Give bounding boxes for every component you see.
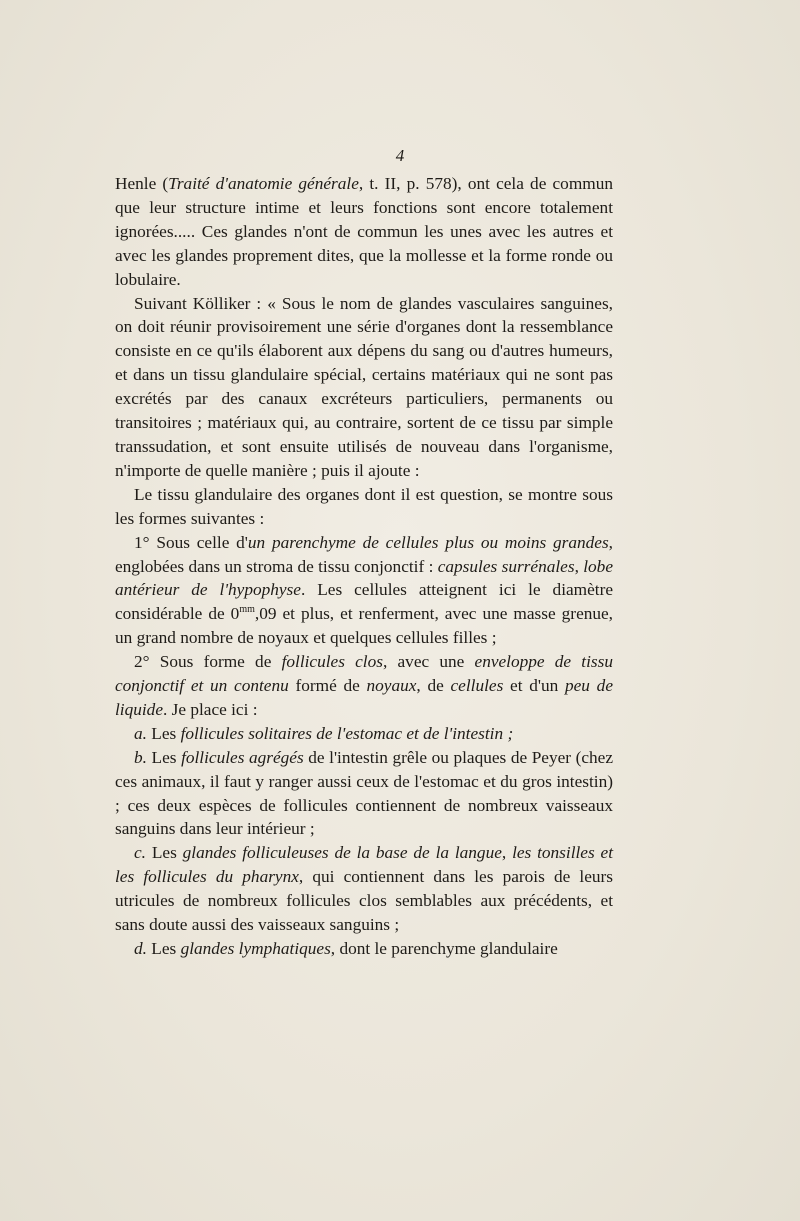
italic-text: peu de liquide: [115, 676, 613, 719]
text-run: . Je place ici :: [163, 699, 258, 719]
italic-text: les tonsilles et les follicules du pharynx: [115, 843, 614, 887]
italic-text: glandes folliculeuses de la base de la langue: [182, 843, 502, 863]
italic-text: noyaux: [366, 676, 417, 696]
text-run: Les: [146, 747, 182, 767]
text-run: , dont le parenchyme glandulaire: [330, 939, 558, 958]
text-run: Henle (: [115, 174, 169, 193]
text-run: , avec une: [382, 652, 475, 672]
text-run: de l'intestin grêle ou plaques de Peyer (chez ces animaux, il faut y ranger aussi ceux de l'estomac et du gros intestin) ; ces deux espèces de follicules contiennent de nombreux vaisseaux sanguins dans leur intérieur ;: [115, 747, 614, 839]
italic-text: enveloppe de tissu conjonctif et un contenu: [115, 652, 613, 696]
paragraph: [115, 531, 613, 651]
paragraph: [115, 722, 613, 746]
text-run: ,09 et plus, et renferment, avec une masse grenue, un grand nombre de noyaux et quelques cellules filles ;: [115, 604, 614, 648]
paragraph: [115, 937, 613, 961]
superscript-text: mm: [239, 604, 255, 616]
text-run: , t. II, p. 578), ont cela de commun que leur structure intime et leurs fonctions sont encore totalement ignorées..... Ces glandes n'ont de commun les unes avec les autres et avec les glandes proprement dites, que la mollesse et la forme ronde ou lobulaire.: [115, 174, 613, 289]
text-run: Les: [146, 723, 181, 743]
text-run: 2° Sous forme de: [134, 652, 282, 672]
paragraph: [115, 483, 613, 531]
italic-text: a.: [134, 723, 147, 743]
paragraph: [115, 172, 613, 292]
paragraph: [115, 650, 613, 722]
text-run: ,: [574, 556, 584, 576]
text-run: et d'un: [503, 676, 565, 696]
text-run: , de: [416, 676, 451, 696]
text-run: Suivant Kölliker : « Sous le nom de glandes vasculaires sanguines, on doit réunir provisoirement une série d'organes dont la ressemblance consiste en ce qu'ils élaborent aux dépens du sang ou d'autres humeurs, et dans un tissu glandulaire spécial, certains matériaux qui ne sont pas excrétés par des canaux excréteurs particuliers, permanents ou transitoires ; matériaux qui, au contraire, sortent de ce tissu par simple transsudation, et sont ensuite utilisés de nouveau dans l'organisme, n'importe de quelle manière ; puis il ajoute :: [115, 293, 613, 480]
text-run: . Les cellules atteignent ici le diamètre considérable de 0: [115, 580, 613, 624]
text-run: , englobées dans un stroma de tissu conjonctif :: [115, 532, 613, 576]
text-run: ,: [501, 843, 513, 863]
page-number: 4: [395, 146, 405, 165]
italic-text: c.: [134, 843, 146, 863]
text-run: Les: [146, 939, 181, 958]
text-run: formé de: [288, 676, 367, 696]
italic-text: follicules clos: [281, 652, 383, 672]
text-run: 1° Sous celle d': [134, 532, 248, 552]
paragraph: [115, 292, 613, 483]
italic-text: cellules: [450, 676, 504, 696]
italic-text: d.: [134, 939, 147, 958]
text-run: , qui contiennent dans les parois de leurs utricules de nombreux follicules clos semblables aux précédents, et sans doute aussi des vaisseaux sanguins ;: [115, 867, 614, 935]
paragraph: [115, 746, 613, 842]
paragraph: [115, 841, 613, 937]
italic-text: follicules solitaires de l'estomac et de l'intestin ;: [180, 723, 514, 743]
text-run: Les: [146, 843, 183, 863]
body-text: [115, 172, 613, 961]
italic-text: Traité d'anatomie générale: [168, 174, 359, 193]
text-run: Le tissu glandulaire des organes dont il est question, se montre sous les formes suivantes :: [115, 484, 613, 528]
italic-text: un parenchyme de cellules plus ou moins grandes: [247, 532, 609, 552]
italic-text: lobe antérieur de l'hypophyse: [115, 556, 613, 600]
italic-text: follicules agrégés: [181, 747, 304, 767]
italic-text: glandes lymphatiques: [180, 939, 331, 958]
italic-text: capsules surrénales: [437, 556, 575, 576]
italic-text: b.: [134, 747, 147, 767]
